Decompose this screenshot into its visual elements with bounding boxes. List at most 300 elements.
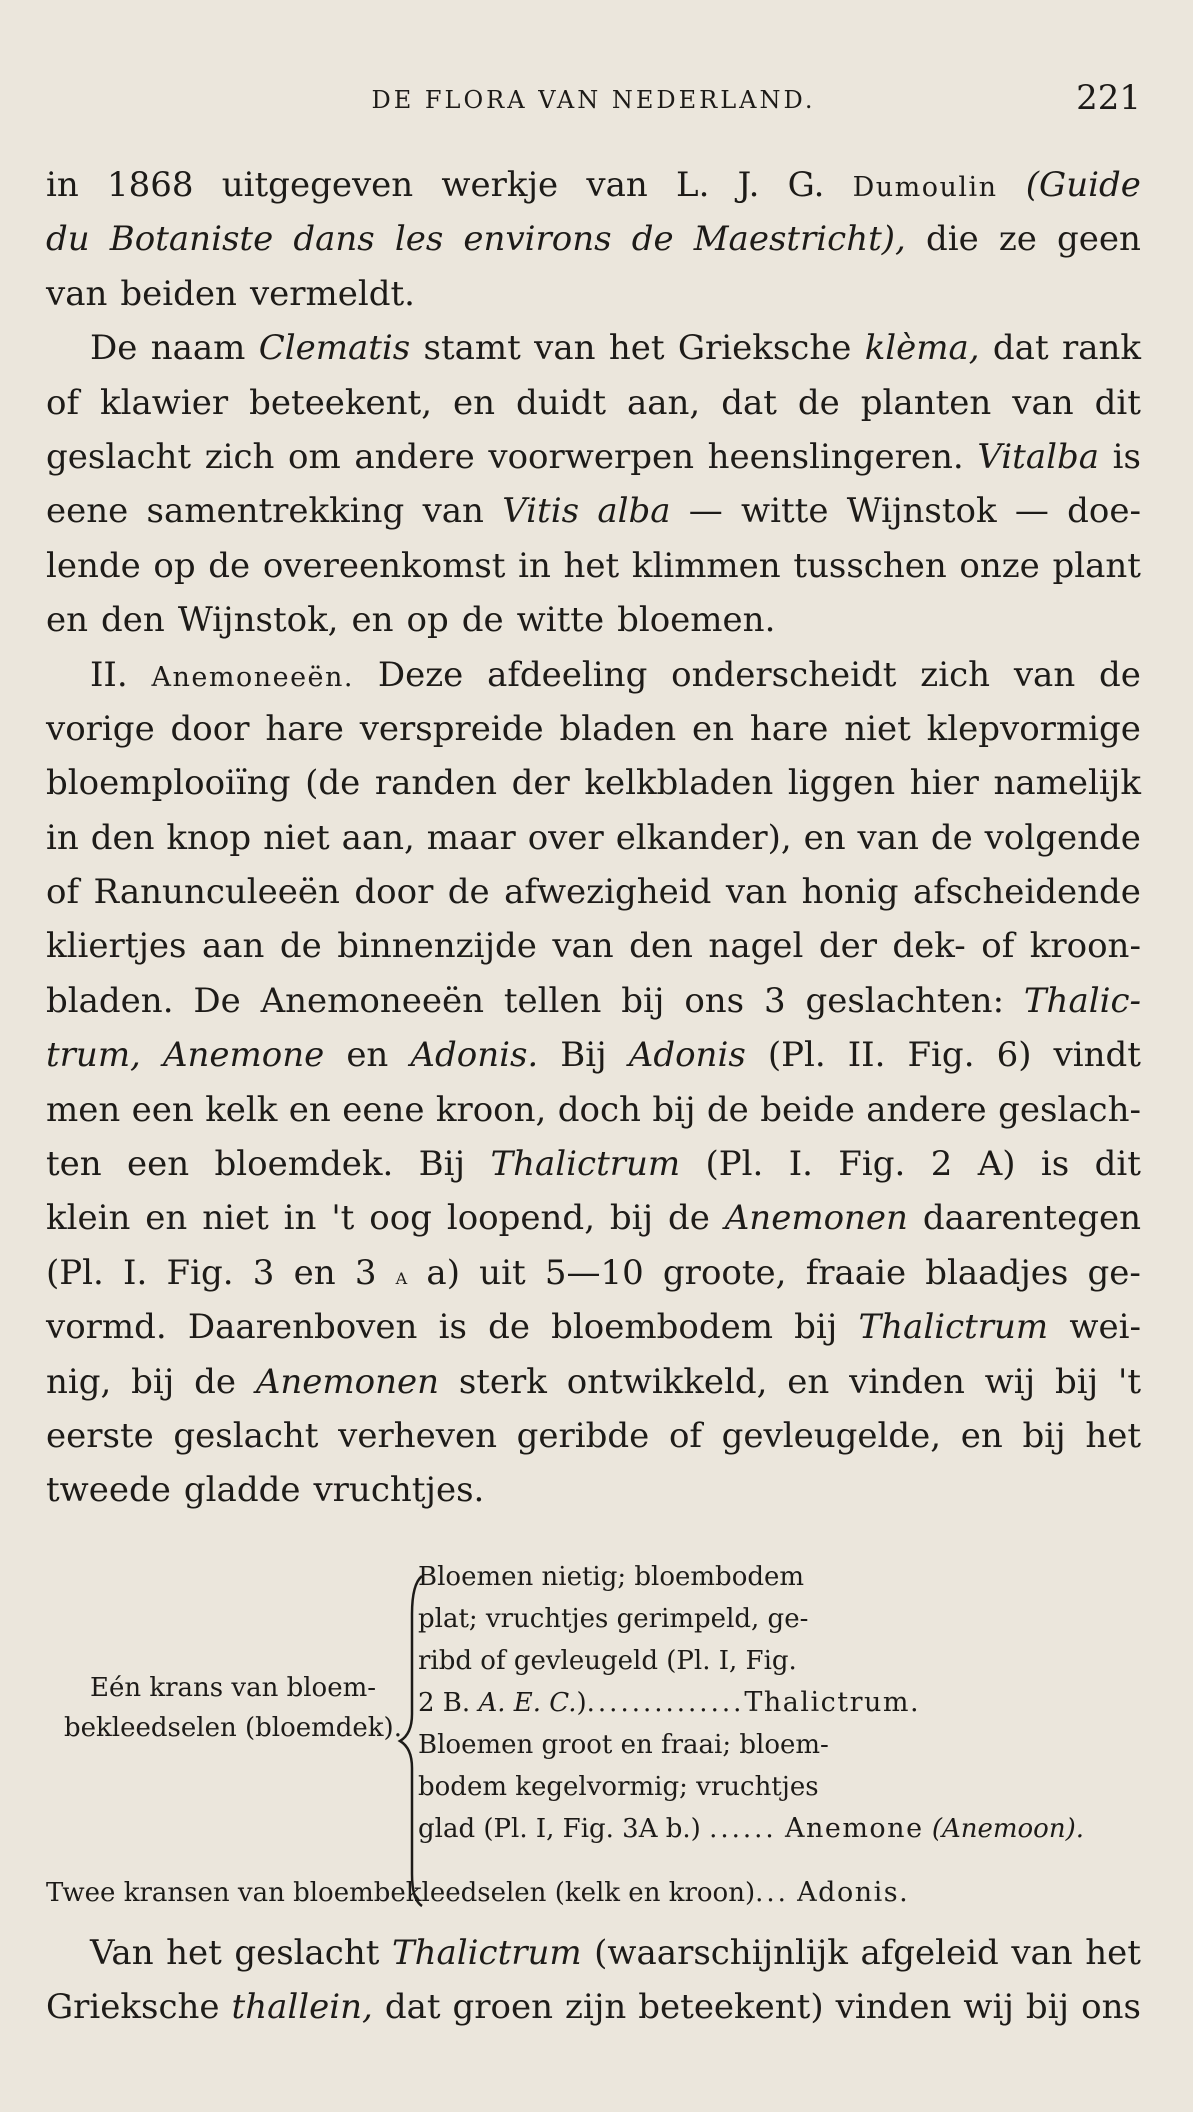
word: 't [331,1198,355,1239]
word: hare [265,708,344,749]
word: en [960,1415,1003,1456]
word: kroon- [1029,926,1141,967]
word: I. [123,1252,148,1293]
word: eene [46,491,129,532]
key-line-adonis [46,1872,909,1914]
word: Thalictrum [858,1307,1049,1348]
key-right-column [418,1556,1084,1850]
word: Botaniste [109,219,274,260]
word: bloemdek. [214,1144,394,1185]
key-line [418,1808,1084,1850]
word: geslacht [173,1415,319,1456]
word: of [981,926,1015,967]
word: verheven [338,1415,497,1456]
genus-adonis: Adonis. [797,1877,910,1908]
word: witte [741,491,829,532]
word: I. [788,1144,813,1185]
text-line [46,648,1141,702]
word: ze [998,219,1037,260]
word: Ranunculeeën [93,872,340,913]
word: afgeleid [860,1933,999,1973]
word: les [394,219,444,260]
word: den [629,926,693,967]
word: geribde [516,1415,650,1456]
word: du [46,219,90,260]
word: Van [90,1933,154,1973]
word: de [461,600,504,641]
key-line: plat; vruchtjes gerimpeld, ge- [418,1604,809,1634]
word: verspreide [359,708,544,749]
word: aan, [341,817,415,858]
word: van [1013,654,1076,695]
word: geslach- [998,1089,1141,1130]
word: niet [263,817,330,858]
word: oog [369,1198,432,1239]
word: 5—10 [544,1252,644,1293]
word: van [1012,382,1074,423]
word: vorige [46,708,155,749]
word: Bij [418,1144,466,1185]
word: bloembodem [551,1307,773,1348]
word: bloemen. [617,600,776,641]
word: volgende [984,817,1141,858]
word: de [488,1307,530,1348]
word: vindt [1053,1035,1141,1076]
word: elkander), [615,817,792,858]
word: bij [1022,1415,1066,1456]
word: (Pl. [46,1252,104,1293]
word: thallein, [231,1987,373,2028]
text-line [46,1355,1141,1409]
word: bij [1025,1987,1070,2028]
word: of [46,382,80,423]
word: het [166,1933,222,1973]
key-dots: ...... [709,1814,777,1844]
word: die [925,219,979,260]
superscript: A [395,1268,408,1288]
word: vruchtjes. [313,1470,485,1511]
word: dans [293,219,375,260]
determination-key [46,1556,1146,1916]
word: niet [844,708,911,749]
word: knop [166,817,252,858]
word: eene [342,1089,425,1130]
word: Vitis [502,491,580,532]
word: het [1085,1933,1141,1973]
word: — [1014,491,1049,532]
word: bladen [559,708,677,749]
word: tweede [46,1470,171,1511]
word: Fig. [838,1144,906,1185]
word: of [668,1415,703,1456]
word: loopend, [446,1198,595,1239]
text-line [46,1137,1141,1191]
text-line [46,321,1141,375]
word: en [803,817,846,858]
word: der [818,926,877,967]
word: van [46,273,108,314]
word: klepvormige [926,708,1141,749]
key-text: Twee kransen van bloembekleedselen (kelk en kroon) [46,1878,756,1908]
word: bij [652,1089,696,1130]
word: der [511,763,570,804]
continuation-text [46,1926,1141,2035]
word: van [552,926,614,967]
word: om [288,436,341,477]
word: Bij [560,1035,607,1076]
text-line [46,974,1141,1028]
word: kliertjes [46,926,187,967]
word: en [145,1198,188,1239]
word: men [46,1089,121,1130]
word: kelk [205,1089,278,1130]
word: in [46,165,79,205]
word: randen [374,763,498,804]
word: uit [479,1252,526,1293]
word: 2 [930,1144,953,1185]
word: bij [1055,1361,1099,1402]
word: en [692,708,735,749]
word: geslacht [46,436,192,477]
word: ontwikkeld, [566,1361,768,1402]
key-dots: ... [755,1878,789,1908]
word: in [518,545,551,586]
word: Anemonen [724,1198,908,1239]
word: een [131,1089,194,1130]
word: rank [1061,328,1141,369]
word: groen [452,1987,554,2028]
word: ge- [1087,1252,1141,1293]
word: heenslingeren. [707,436,964,477]
word: 3 [354,1252,377,1293]
word: (Guide [1025,165,1141,205]
text-line [46,1191,1141,1245]
word: of [46,872,80,913]
word: bij [794,1307,838,1348]
word: doch [557,1089,641,1130]
key-text: ) [576,1688,587,1718]
word: 6) [996,1035,1032,1076]
word: honig [801,872,899,913]
word: aan [201,926,265,967]
word: Fig. [166,1252,234,1293]
word: Deze [377,654,464,695]
word: beteekent, [249,382,433,423]
text-line [46,1300,1141,1354]
text-line [46,1980,1141,2034]
word: van [534,328,596,369]
key-line: Bloemen nietig; bloembodem [418,1562,805,1592]
genus-thalictrum: Thalictrum. [744,1687,921,1718]
key-left-line: Eén krans van bloem- [89,1673,377,1703]
key-dots: .............. [586,1688,745,1718]
word: in [46,817,79,858]
word: zich [920,654,991,695]
page-number: 221 [1076,78,1141,118]
word: door [354,872,434,913]
word: II. [847,1035,886,1076]
key-line: bodem kegelvormig; vruchtjes [418,1772,819,1802]
text-line [46,593,1141,647]
word: de [706,1089,749,1130]
word: bloemplooiïng [46,763,291,804]
word: geslachten: [805,980,1005,1021]
key-text: A. E. C. [478,1688,577,1718]
text-line [46,702,1141,756]
word: voorwerpen [488,436,695,477]
word: Anemoneeën [260,980,485,1021]
word: Anemone [162,1035,325,1076]
word: Vitalba [977,436,1100,477]
word: witte [516,600,605,641]
word: binnenzijde [337,926,537,967]
word: plant [1052,545,1141,586]
word: Fig. [907,1035,975,1076]
word: De [90,328,138,369]
word: dek- [892,926,966,967]
word: 1868 [107,165,194,205]
word: (de [305,763,361,804]
word: wij [963,1987,1014,2028]
word: namelijk [993,763,1141,804]
key-line: ribd of gevleugeld (Pl. I, Fig. [418,1646,797,1676]
word: L. [675,165,710,205]
main-text [46,158,1141,1518]
word: het [1085,1415,1141,1456]
word: dat [992,328,1049,369]
word: en [293,1252,336,1293]
word: hier [909,763,979,804]
word: zijn [565,1987,627,2028]
word: afdeeling [487,654,648,695]
text-line [46,430,1141,484]
text-line [46,1246,1141,1300]
word: trum, [46,1035,141,1076]
text-line [46,376,1141,430]
word: in [283,1198,317,1239]
word: de [447,872,490,913]
word: overeenkomst [262,545,506,586]
text-line [46,1926,1141,1980]
word: bij [131,1361,175,1402]
word: uitgegeven [221,165,414,205]
word: van [725,872,788,913]
word: Dumoulin [852,172,998,203]
word: onderscheidt [671,654,897,695]
word: Adonis. [410,1035,539,1076]
word: klèma, [864,328,980,369]
word: (Pl. [705,1144,764,1185]
word: afwezigheid [504,872,712,913]
word: zich [204,436,275,477]
word: andere [866,1089,987,1130]
word: over [527,817,604,858]
key-left-label [48,1668,418,1748]
word: lende [46,545,141,586]
text-line [46,212,1141,266]
key-line: Bloemen groot en fraai; bloem- [418,1730,829,1760]
word: ons [684,980,745,1021]
text-line [46,756,1141,810]
word: Grieksche [677,328,852,369]
word: environs [463,219,612,260]
text-line [46,484,1141,538]
word: vinden [849,1361,965,1402]
word: ons [1081,1987,1141,2028]
word: het [563,545,620,586]
word: A) [977,1144,1016,1185]
word: naam [150,328,246,369]
word: een [127,1144,190,1185]
word: dit [1094,382,1141,423]
word: Thalic- [1023,980,1141,1021]
text-line [46,1028,1141,1082]
word: de [208,545,251,586]
word: Anemonen [255,1361,440,1402]
word: 't [1117,1361,1141,1402]
word: (waarschijnlijk [594,1933,848,1973]
word: stamt [423,328,521,369]
word: op [153,545,196,586]
word: van [857,817,919,858]
word: en [787,1361,830,1402]
word: en [351,600,394,641]
word: — [688,491,723,532]
word: wei- [1069,1307,1141,1348]
word: duidt [516,382,606,423]
word: klawier [100,382,229,423]
word: Thalictrum [391,1933,582,1973]
text-line [46,1083,1141,1137]
word: (Pl. [767,1035,826,1076]
word: van [586,165,648,205]
key-text: 2 B. [418,1688,479,1718]
word: de [631,219,674,260]
word: den [101,600,165,641]
genus-anemone: Anemone [784,1813,924,1844]
key-text: glad (Pl. I, Fig. 3A b.) [418,1814,701,1844]
word: hare [749,708,829,749]
word: bij [621,980,665,1021]
word: doe- [1067,491,1141,532]
word: kroon, [435,1089,547,1130]
text-line [46,267,1141,321]
word: niet [202,1198,269,1239]
word: de [797,382,840,423]
text-line [46,1463,1141,1517]
text-line [46,811,1141,865]
key-line [418,1682,1084,1724]
word: Wijnstok, [177,600,339,641]
word: groote, [662,1252,787,1293]
word: alba [597,491,671,532]
word: tellen [503,980,602,1021]
word: de [1099,654,1141,695]
word: de [667,1198,710,1239]
word: beiden [120,273,237,314]
word: daarentegen [922,1198,1141,1239]
word: is [1112,436,1141,477]
page-header [46,78,1141,128]
word: kelkbladen [584,763,774,804]
word: maar [426,817,516,858]
word: tusschen [793,545,947,586]
word: dat [384,1987,441,2028]
text-line [46,539,1141,593]
word: gladde [183,1470,301,1511]
word: dit [1094,1144,1141,1185]
word: en [346,1035,389,1076]
genus-anemone-dutch: (Anemoon). [931,1814,1084,1844]
text-line [46,919,1141,973]
word: klein [46,1198,131,1239]
word: van [1011,1933,1073,1973]
word: van [422,491,484,532]
word: 3 [252,1252,275,1293]
word: den [90,817,155,858]
word: Grieksche [46,1987,220,2028]
word: beteekent) [638,1987,824,2028]
word: onze [959,545,1040,586]
word: vormd. [46,1307,167,1348]
word: Thalictrum [490,1144,681,1185]
word: Anemoneeën. [151,661,355,693]
word: eerste [46,1415,154,1456]
word: blaadjes [925,1252,1069,1293]
word: J. [737,165,760,205]
word: door [170,708,250,749]
word: de [194,1361,237,1402]
word: nig, [46,1361,112,1402]
word: is [438,1307,467,1348]
word: liggen [787,763,896,804]
word: 3 [763,980,786,1021]
word: samentrekking [146,491,405,532]
word: planten [860,382,992,423]
word: geen [1057,219,1141,260]
running-title: DE FLORA VAN NEDERLAND. [371,86,816,114]
word: sterk [458,1361,547,1402]
word: het [608,328,665,369]
word: op [406,600,449,641]
word: is [1040,1144,1070,1185]
word: andere [354,436,475,477]
word: beide [760,1089,855,1130]
word: Clematis [258,328,411,369]
word: de [930,817,973,858]
word: nagel [708,926,804,967]
word: dat [721,382,777,423]
text-line [46,1409,1141,1463]
word: wij [984,1361,1036,1402]
word: Adonis [628,1035,746,1076]
word: aan, [626,382,701,423]
word: klimmen [631,545,781,586]
word: bij [609,1198,654,1239]
word: werkje [441,165,559,205]
word: Daarenboven [187,1307,418,1348]
word: en [288,1089,331,1130]
word: G. [787,165,825,205]
word: de [279,926,322,967]
word: II. [90,654,128,695]
text-line [46,158,1141,212]
word: afscheidende [913,872,1141,913]
word: gevleugelde, [721,1415,942,1456]
word: en [46,600,89,641]
word: Wijnstok [846,491,997,532]
word: bladen. [46,980,174,1021]
